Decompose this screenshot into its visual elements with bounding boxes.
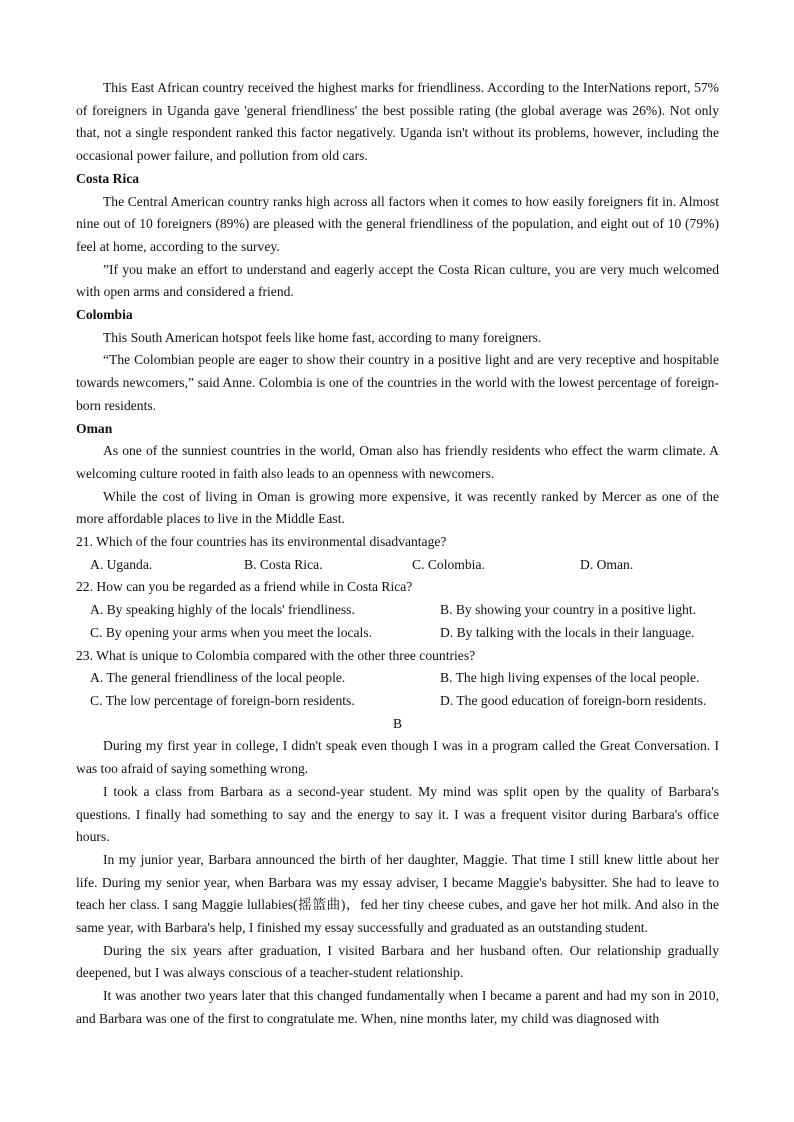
question-23-options-row-2 xyxy=(76,690,719,713)
question-21-options xyxy=(76,554,719,577)
section-b-letter: B xyxy=(392,715,403,731)
section-b-paragraph-1: During my first year in college, I didn't speak even though I was in a program called the Great Conversation. I was too afraid of saying something wrong. xyxy=(76,738,719,777)
option-d: D. By talking with the locals in their language. xyxy=(440,624,695,640)
option-a: A. The general friendliness of the local people. xyxy=(90,670,346,686)
option-a: A. Uganda. xyxy=(90,556,153,572)
section-b-paragraph-5: It was another two years later that this changed fundamentally when I became a parent and had my son in 2010, and Barbara was one of the first to congratulate me. When, nine months later, my child was diagnosed with xyxy=(76,988,719,1026)
oman-paragraph-1: As one of the sunniest countries in the world, Oman also has friendly residents who effect the warm climate. A welcoming culture rooted in faith also leads to an openness with newcomers. xyxy=(76,443,719,481)
uganda-paragraph: This East African country received the highest marks for friendliness. According to the InterNations report, 57% of foreigners in Uganda gave 'general friendliness' the best possible rating (the global average was 26%). Not only that, not a single respondent ranked this factor negatively. Uganda isn't without its problems, however, including the occasional power failure, and pollution from old cars. xyxy=(76,80,719,164)
option-c: C. The low percentage of foreign-born residents. xyxy=(90,692,355,708)
costa-rica-paragraph-2: ”If you make an effort to understand and eagerly accept the Costa Rican culture, you are very much welcomed with open arms and considered a friend. xyxy=(76,261,719,300)
section-b-paragraph-4: During the six years after graduation, I visited Barbara and her husband often. Our relationship gradually deepened, but I was always conscious of a teacher-student relationship. xyxy=(76,942,719,981)
option-c: C. Colombia. xyxy=(412,556,485,572)
option-a: A. By speaking highly of the locals' friendliness. xyxy=(90,602,355,618)
section-b-paragraph-2: I took a class from Barbara as a second-year student. My mind was split open by the quality of Barbara's questions. I finally had something to say and the energy to say it. I was a frequent visitor during Barbara's office hours. xyxy=(76,783,719,845)
costa-rica-paragraph-1: The Central American country ranks high across all factors when it comes to how easily foreigners fit in. Almost nine out of 10 foreigners (89%) are pleased with the general friendliness of the population, and eight out of 10 (79%) feel at home, according to the survey. xyxy=(76,193,719,254)
question-21: 21. Which of the four countries has its environmental disadvantage? xyxy=(76,534,447,550)
question-22-options-row-1 xyxy=(76,599,719,622)
option-b: B. Costa Rica. xyxy=(244,556,323,572)
colombia-heading: Colombia xyxy=(76,307,133,323)
option-c: C. By opening your arms when you meet the locals. xyxy=(90,624,373,640)
option-d: D. Oman. xyxy=(580,556,634,572)
option-b: B. By showing your country in a positive light. xyxy=(440,602,697,618)
colombia-paragraph-2: “The Colombian people are eager to show their country in a positive light and are very receptive and hospitable towards newcomers,” said Anne. Colombia is one of the countries in the world with the lowest percentage of foreign-born residents. xyxy=(76,352,719,413)
section-b-paragraph-3: In my junior year, Barbara announced the birth of her daughter, Maggie. That time I still knew little about her life. During my senior year, when Barbara was my essay adviser, I became Maggie's babysitter. She had to leave to teach her class. I sang Maggie lullabies(摇篮曲)，fed her tiny cheese cubes, and gave her hot milk. And also in the same year, with Barbara's help, I finished my essay successfully and graduated as an outstanding student. xyxy=(76,851,719,936)
option-b: B. The high living expenses of the local people. xyxy=(440,670,700,686)
colombia-paragraph-1: This South American hotspot feels like home fast, according to many foreigners. xyxy=(103,329,542,345)
oman-paragraph-2: While the cost of living in Oman is growing more expensive, it was recently ranked by Mercer as one of the more affordable places to live in the Middle East. xyxy=(76,488,719,527)
oman-heading: Oman xyxy=(76,420,113,436)
costa-rica-heading: Costa Rica xyxy=(76,170,140,186)
question-23: 23. What is unique to Colombia compared with the other three countries? xyxy=(76,647,476,663)
question-22: 22. How can you be regarded as a friend while in Costa Rica? xyxy=(76,579,413,595)
question-23-options-row-1 xyxy=(76,667,719,690)
exam-page xyxy=(76,77,719,1031)
question-22-options-row-2 xyxy=(76,622,719,645)
option-d: D. The good education of foreign-born residents. xyxy=(440,692,707,708)
